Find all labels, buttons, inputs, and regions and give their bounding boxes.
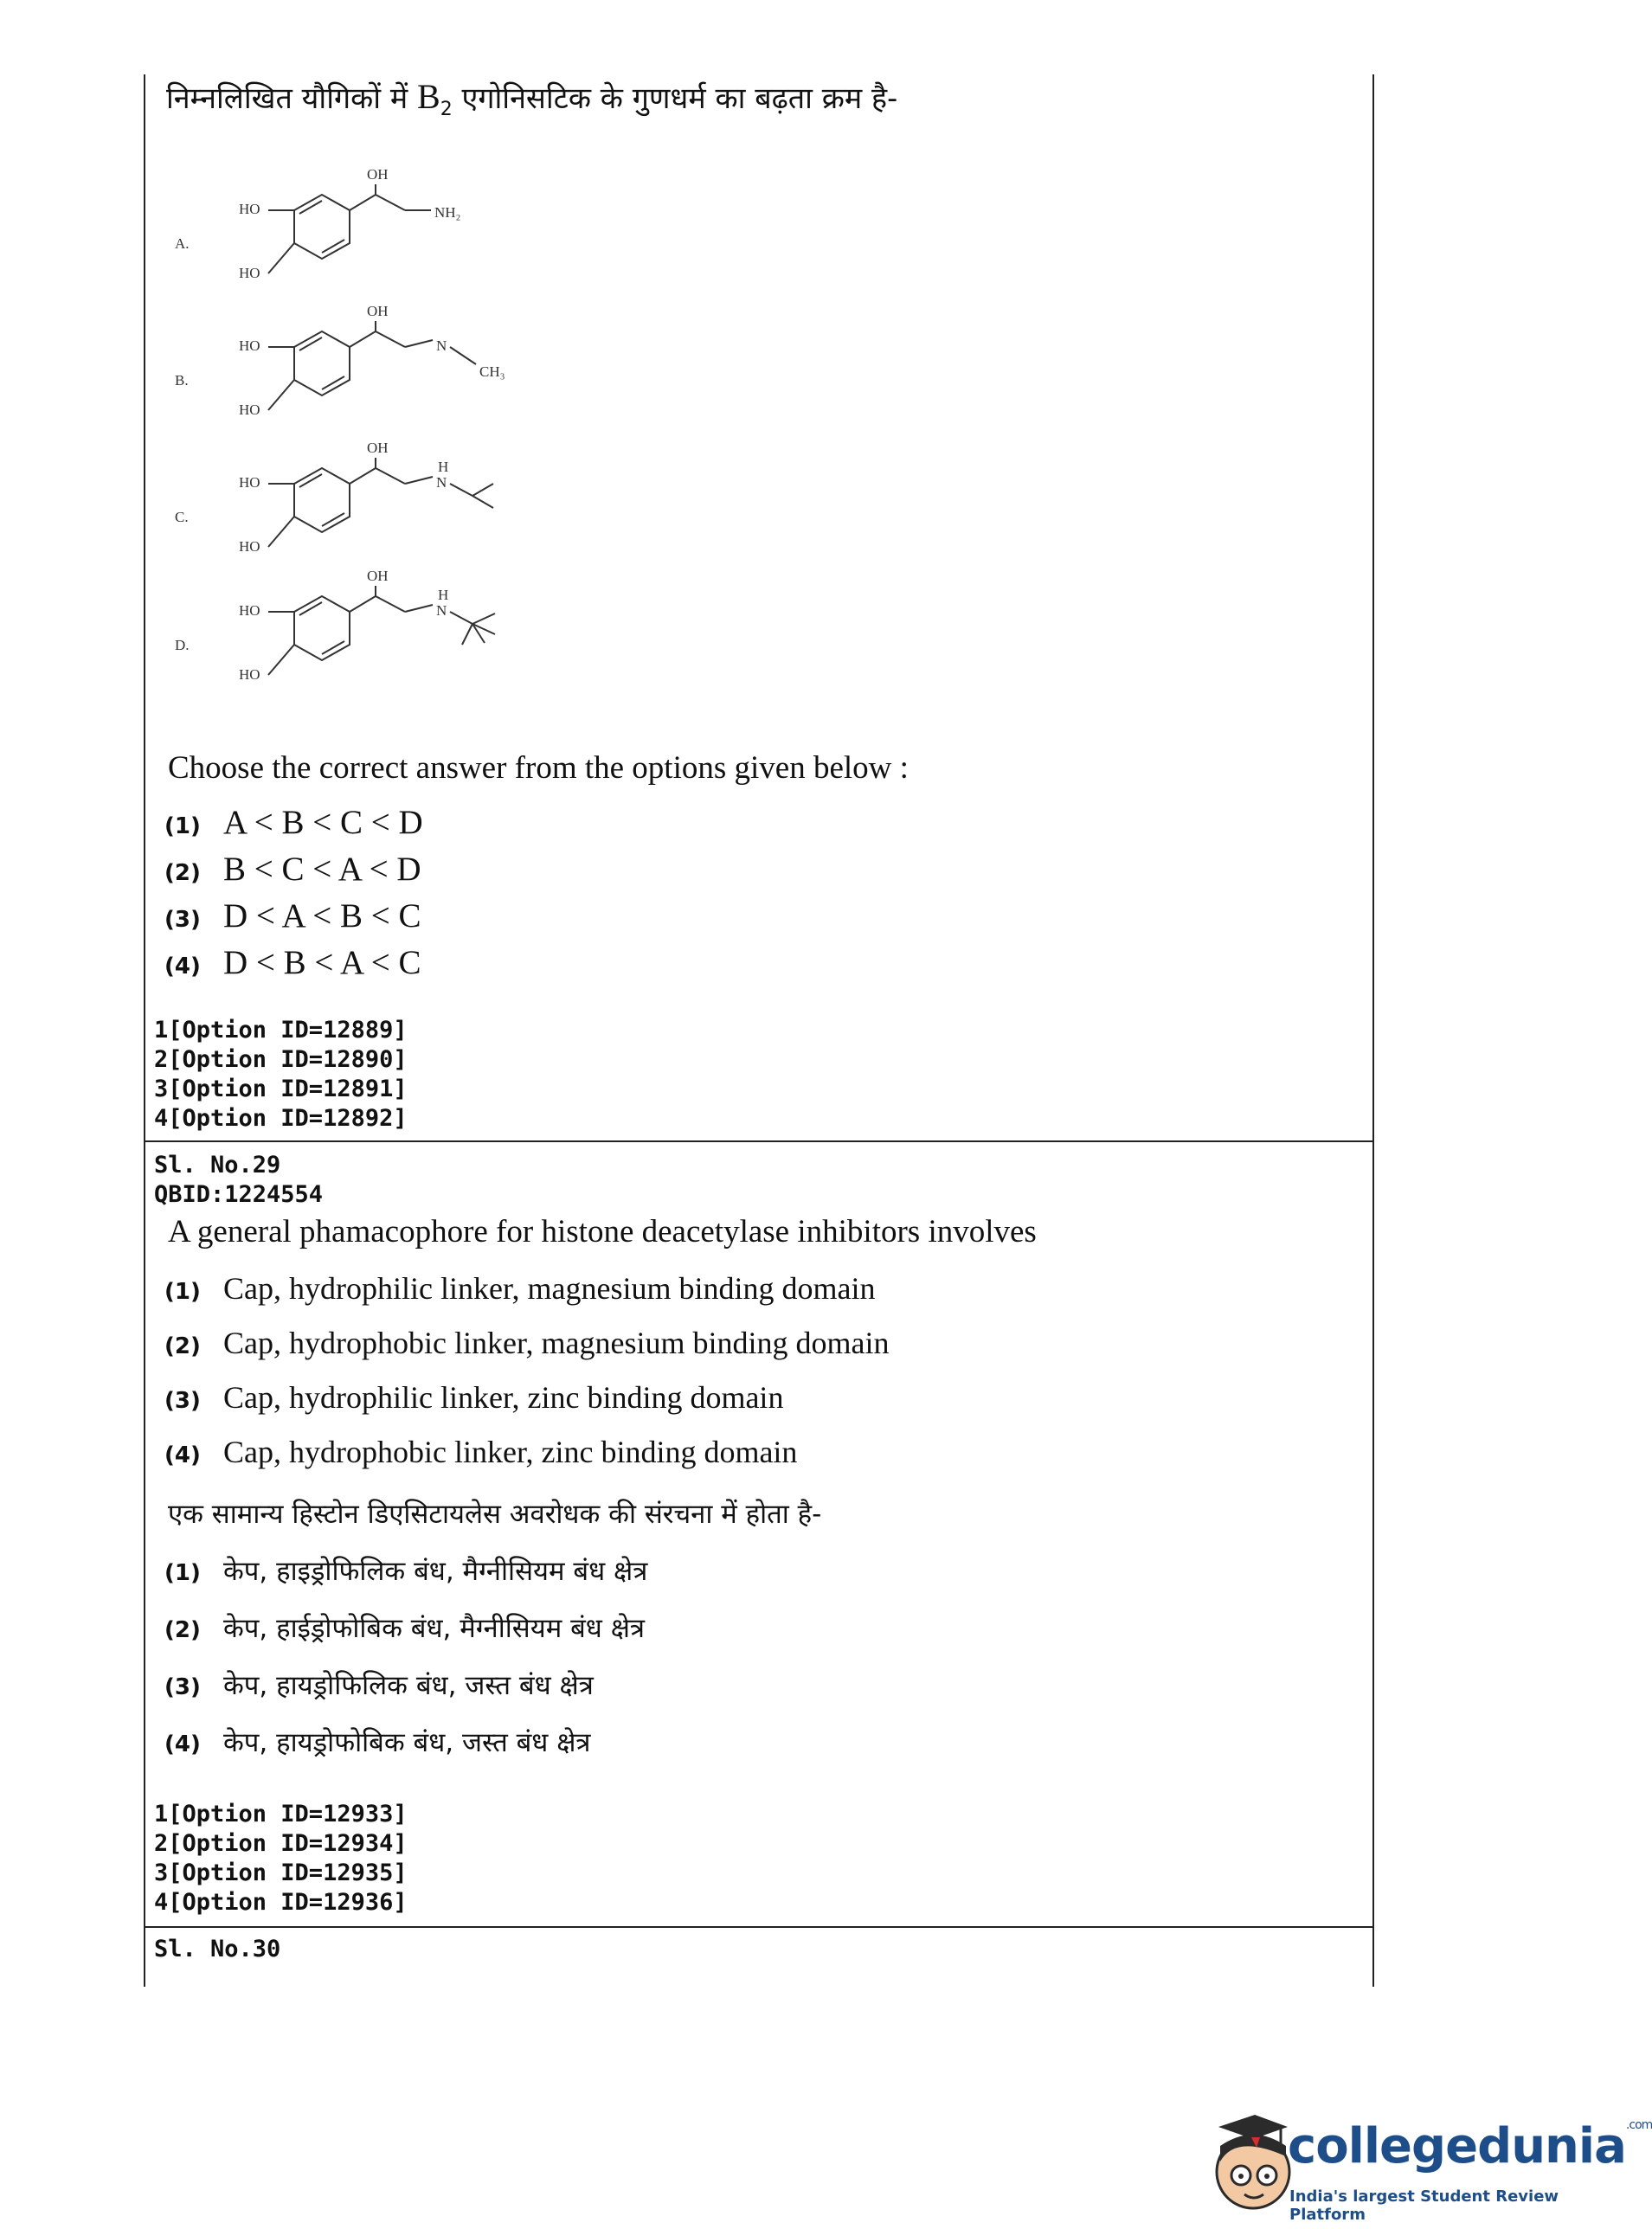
structure-label: B. xyxy=(175,372,189,389)
q28-option-ids: 1[Option ID=12889] 2[Option ID=12890] 3[Option ID=12891] 4[Option ID=12892] xyxy=(154,1017,408,1132)
amine-label: N xyxy=(436,474,447,491)
brand-tagline: India's largest Student Review Platform xyxy=(1289,2187,1559,2224)
q28-option-3: (3) D < A < B < C xyxy=(164,897,421,935)
q29-option-1: (1) Cap, hydrophilic linker, magnesium binding domain xyxy=(164,1271,876,1306)
q29-hindi-option-4: (4) केप, हायड्रोफोबिक बंध, जस्त बंध क्षेत्र xyxy=(164,1727,591,1758)
ho-label: HO xyxy=(239,401,260,418)
q29-hindi-option-3: (3) केप, हायड्रोफिलिक बंध, जस्त बंध क्षेत्र xyxy=(164,1670,594,1701)
structure-label: D. xyxy=(175,637,190,653)
ho-label: HO xyxy=(239,602,260,619)
structure-c xyxy=(175,440,493,555)
qbid: QBID:1224554 xyxy=(154,1181,324,1208)
q28-instruction: Choose the correct answer from the options given below : xyxy=(168,750,909,786)
q29-hindi-option-2: (2) केप, हाईड्रोफोबिक बंध, मैग्नीसियम बंध क्षेत्र xyxy=(164,1613,646,1644)
structure-label: A. xyxy=(175,235,190,252)
brand-wordmark: collegedunia$^{.com}$ xyxy=(1288,2118,1652,2174)
structure-a xyxy=(175,166,460,281)
oh-label: OH xyxy=(367,166,389,183)
oh-label: OH xyxy=(367,440,389,456)
q29-hindi-option-1: (1) केप, हाइड्रोफिलिक बंध, मैग्नीसियम बंध क्षेत्र xyxy=(164,1556,648,1587)
ho-label: HO xyxy=(239,337,260,354)
sl-no: Sl. No.29 xyxy=(154,1152,281,1179)
row-divider xyxy=(144,1140,1372,1142)
structure-b xyxy=(175,303,505,418)
ho-label: HO xyxy=(239,538,260,555)
q29-hindi-question: एक सामान्य हिस्टोन डिएसिटायलेस अवरोधक की संरचना में होता है- xyxy=(168,1499,822,1530)
ho-label: HO xyxy=(239,201,260,217)
oh-label: OH xyxy=(367,303,389,319)
q29-question: A general phamacophore for histone deacetylase inhibitors involves xyxy=(168,1214,1037,1249)
h-label: H xyxy=(438,459,449,475)
oh-label: OH xyxy=(367,568,389,584)
q30-sl-no: Sl. No.30 xyxy=(154,1936,281,1962)
q28-hindi-question: निम्नलिखित यौगिकों में $B_2$ एगोनिसटिक के गुणधर्म का बढ़ता क्रम है- xyxy=(166,77,898,120)
q28-option-2: (2) B < C < A < D xyxy=(164,851,421,888)
structure-d xyxy=(175,568,495,683)
row-divider xyxy=(144,1926,1372,1928)
h-label: H xyxy=(438,587,449,603)
structure-label: C. xyxy=(175,509,189,525)
amine-label: N xyxy=(436,337,447,354)
ho-label: HO xyxy=(239,666,260,683)
q29-option-3: (3) Cap, hydrophilic linker, zinc binding domain xyxy=(164,1380,784,1415)
q28-option-1: (1) A < B < C < D xyxy=(164,804,423,841)
q29-option-4: (4) Cap, hydrophobic linker, zinc binding domain xyxy=(164,1435,798,1469)
q28-option-4: (4) D < B < A < C xyxy=(164,944,421,981)
methyl-label: CH₃ xyxy=(479,363,505,380)
q29-option-2: (2) Cap, hydrophobic linker, magnesium binding domain xyxy=(164,1326,890,1360)
ho-label: HO xyxy=(239,474,260,491)
ho-label: HO xyxy=(239,265,260,281)
chemical-structures xyxy=(164,160,554,714)
amine-label: NH₂ xyxy=(434,204,461,221)
amine-label: N xyxy=(436,602,447,619)
q29-option-ids: 1[Option ID=12933] 2[Option ID=12934] 3[Option ID=12935] 4[Option ID=12936] xyxy=(154,1801,408,1916)
q29-header xyxy=(154,1151,323,1210)
